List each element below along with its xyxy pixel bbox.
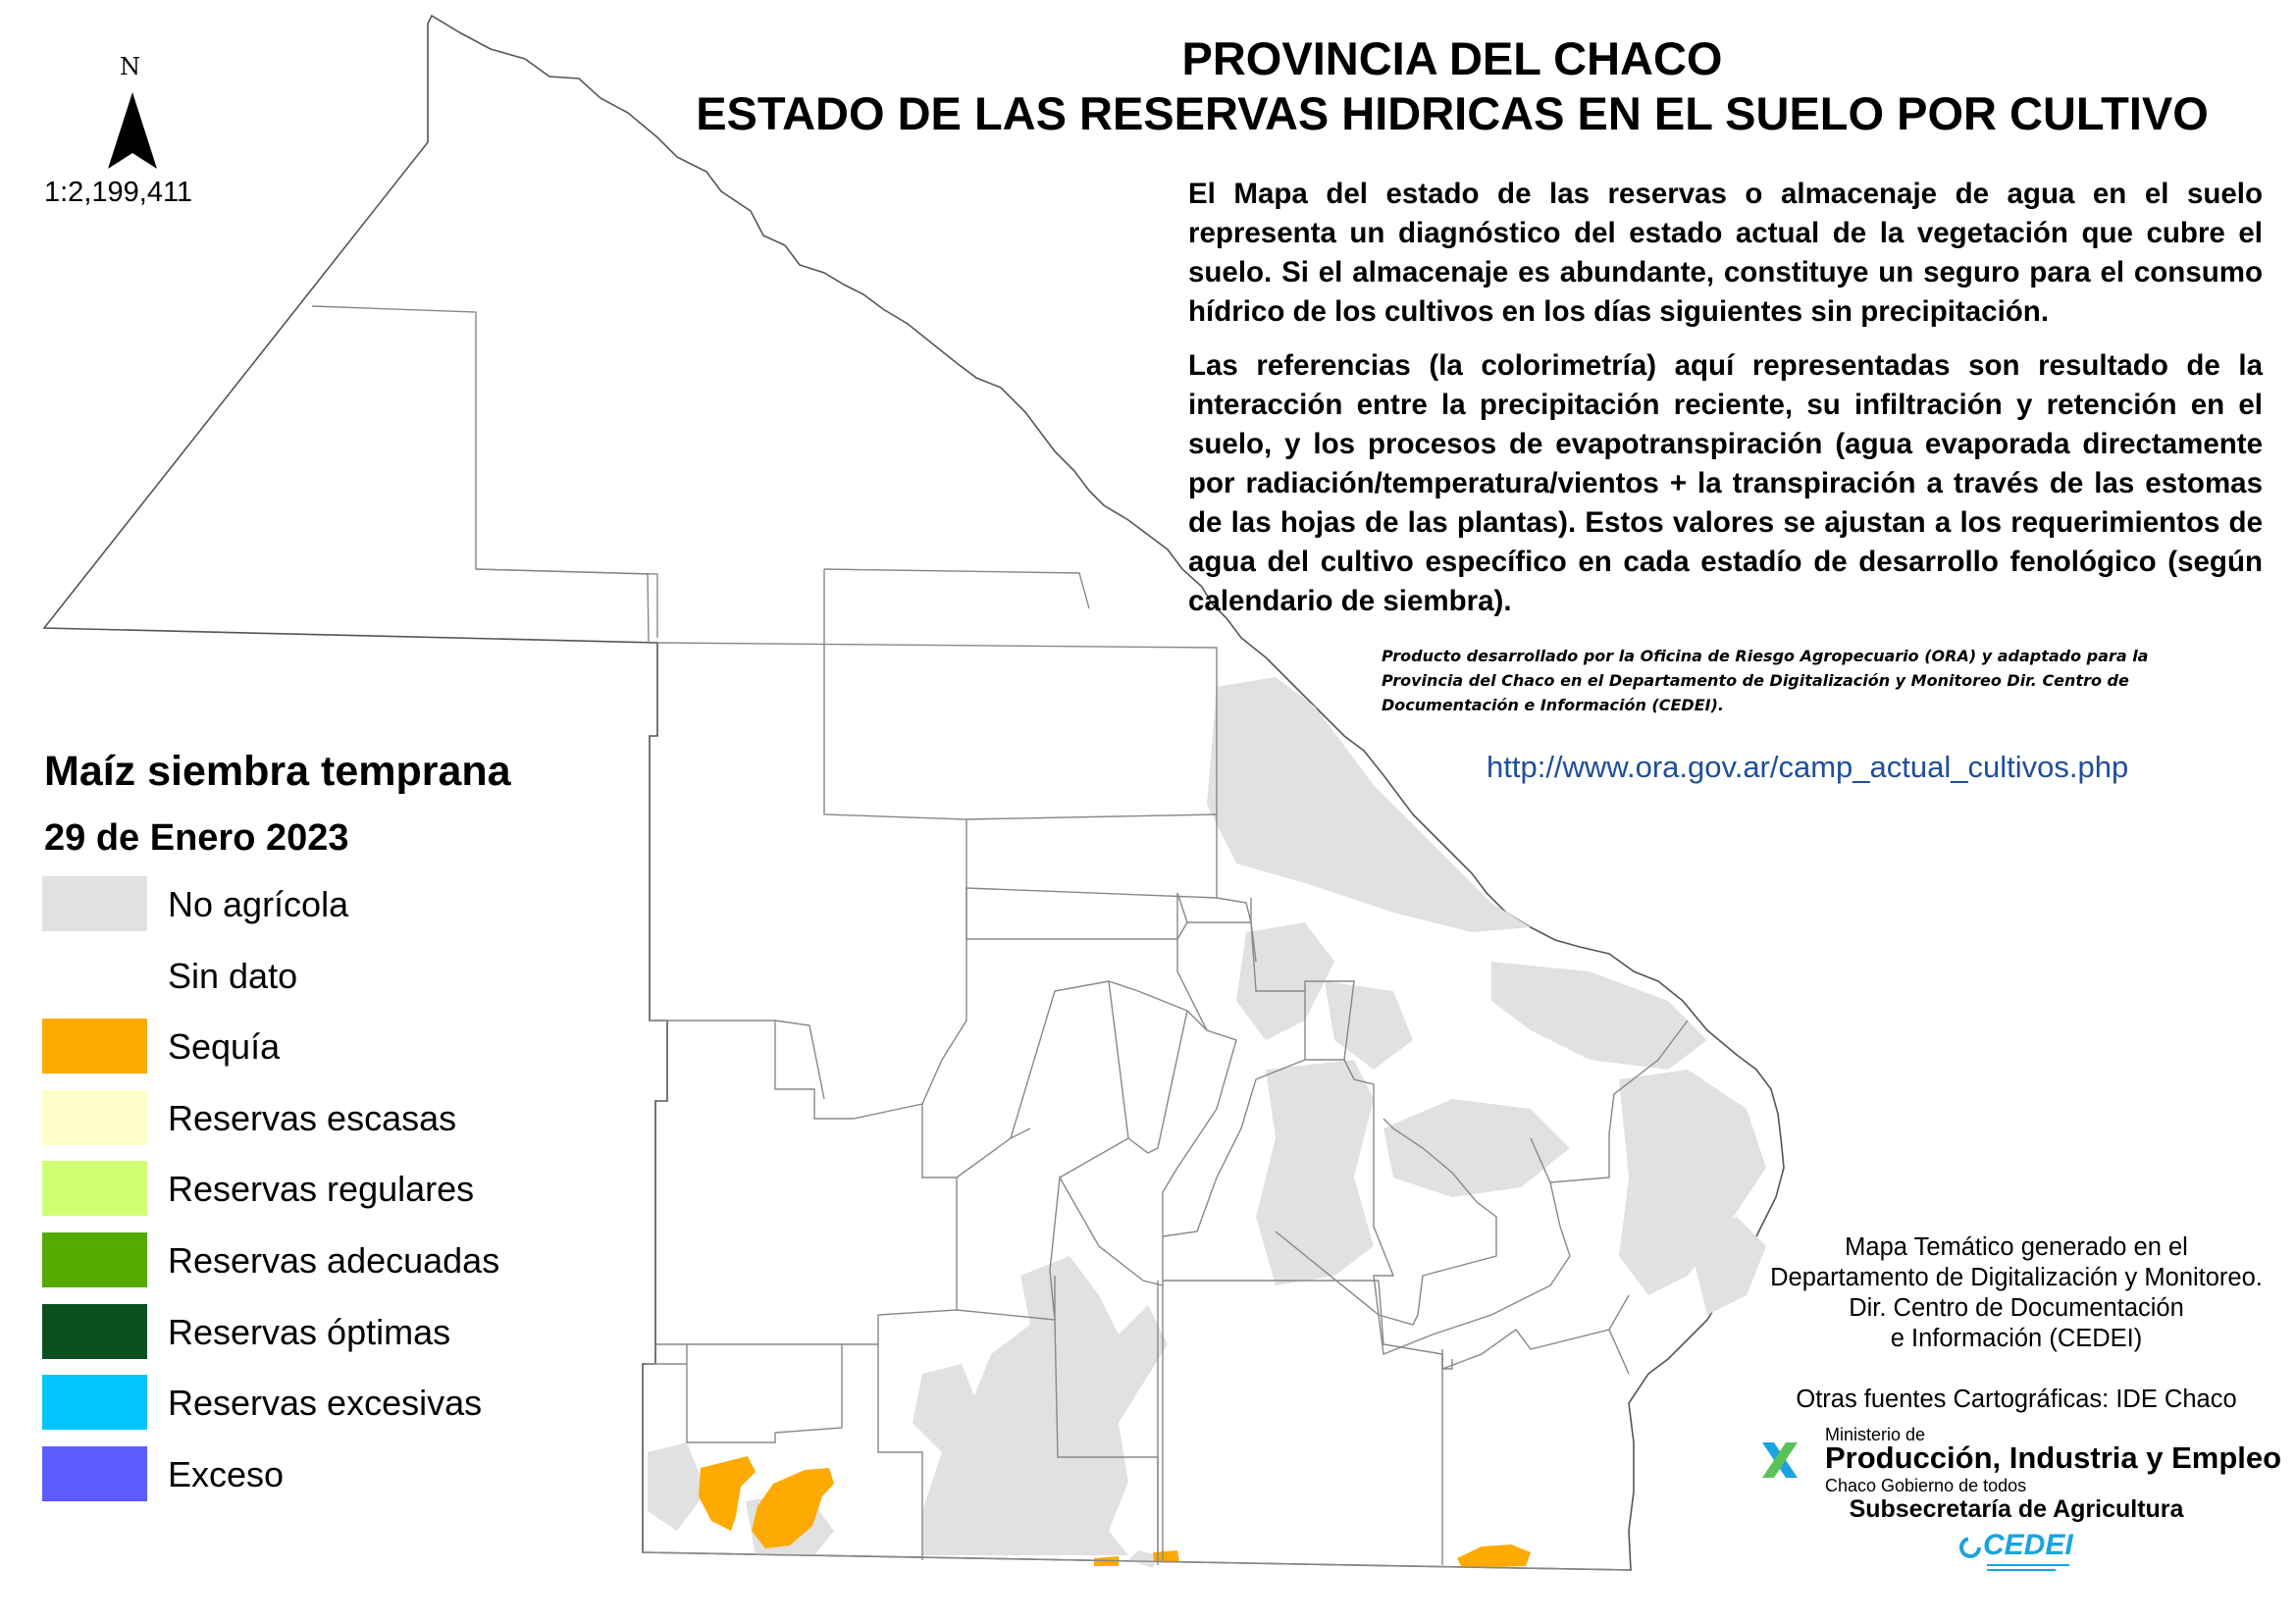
cedei-logo-icon [1959, 1537, 1981, 1558]
legend-swatch [42, 1375, 147, 1430]
legend-label: Reservas regulares [168, 1169, 475, 1210]
legend-label: No agrícola [168, 884, 349, 924]
map-scale: 1:2,199,411 [44, 177, 193, 208]
legend-label: Reservas excesivas [168, 1383, 483, 1424]
north-arrow-icon [106, 92, 159, 171]
legend-date: 29 de Enero 2023 [44, 817, 349, 859]
legend-swatch [42, 948, 147, 1003]
legend-swatch [42, 1232, 147, 1287]
legend-swatch [42, 1304, 147, 1359]
north-label: N [120, 53, 140, 80]
legend-swatch [42, 1019, 147, 1073]
legend-label: Reservas adecuadas [168, 1239, 500, 1281]
ministry-subtitle: Chaco Gobierno de todos [1825, 1476, 2027, 1495]
cedei-logo [1957, 1529, 2075, 1584]
description-paragraph-1: El Mapa del estado de las reservas o almacenaje de agua en el suelo representa un diagnóstico del estado actual de la vegetación que cubre el suelo. Si el almacenaje es abundante, constituye un seguro para el consumo hídrico de los cultivos en los días siguientes sin precipitación. [1188, 178, 2263, 328]
ministry-small-text: Ministerio de [1825, 1425, 1926, 1444]
credits-line2: Departamento de Digitalización y Monitoreo. [1770, 1264, 2263, 1291]
map-credits [1737, 1232, 2296, 1354]
legend-swatch [42, 876, 147, 931]
legend-title: Maíz siembra temprana [44, 748, 511, 795]
product-credit: Producto desarrollado por la Oficina de Riesgo Agropecuario (ORA) y adaptado para la Provincia del Chaco en el Departamento de Digitalización y Monitoreo Dir. Centro de Documentación e Información (CEDEI). [1382, 647, 2149, 714]
map-title-line1: PROVINCIA DEL CHACO [1181, 32, 1723, 84]
credits-line1: Mapa Temático generado en el [1845, 1233, 2188, 1261]
ministry-name: Producción, Industria y Empleo [1825, 1440, 2282, 1475]
legend-label: Sin dato [168, 955, 298, 996]
legend-label: Reservas escasas [168, 1097, 457, 1138]
cedei-tagline-icon [1987, 1562, 2069, 1574]
other-sources: Otras fuentes Cartográficas: IDE Chaco [1796, 1386, 2237, 1413]
legend-label: Reservas óptimas [168, 1311, 451, 1352]
legend-swatch [42, 1446, 147, 1501]
ministry-logo [1756, 1423, 2286, 1495]
subsecretaria-label: Subsecretaría de Agricultura [1849, 1495, 2184, 1523]
legend-label: Sequía [168, 1026, 281, 1068]
credits-line4: e Información (CEDEI) [1890, 1325, 2143, 1352]
ora-url-link[interactable]: http://www.ora.gov.ar/camp_actual_cultivos.php [1487, 750, 2129, 784]
description-paragraph-2: Las referencias (la colorimetría) aquí representadas son resultado de la interacción entre la precipitación reciente, su infiltración y retención en el suelo, y los procesos de evapotranspiración (agua evaporada directamente por radiación/temperatura/vientos + la transpiración a través de las estomas de las hojas de las plantas). Estos valores se ajustan a los requerimientos de agua del cultivo específico en cada estadío de desarrollo fenológico (según calendario de siembra). [1188, 349, 2263, 617]
cedei-label: CEDEI [1983, 1529, 2073, 1561]
ministry-logo-icon [1756, 1437, 1803, 1484]
legend-swatch [42, 1161, 147, 1216]
legend-swatch [42, 1090, 147, 1145]
legend-label: Exceso [168, 1453, 285, 1494]
map-title-line2: ESTADO DE LAS RESERVAS HIDRICAS EN EL SUELO POR CULTIVO [696, 87, 2209, 139]
credits-line3: Dir. Centro de Documentación [1849, 1294, 2184, 1322]
